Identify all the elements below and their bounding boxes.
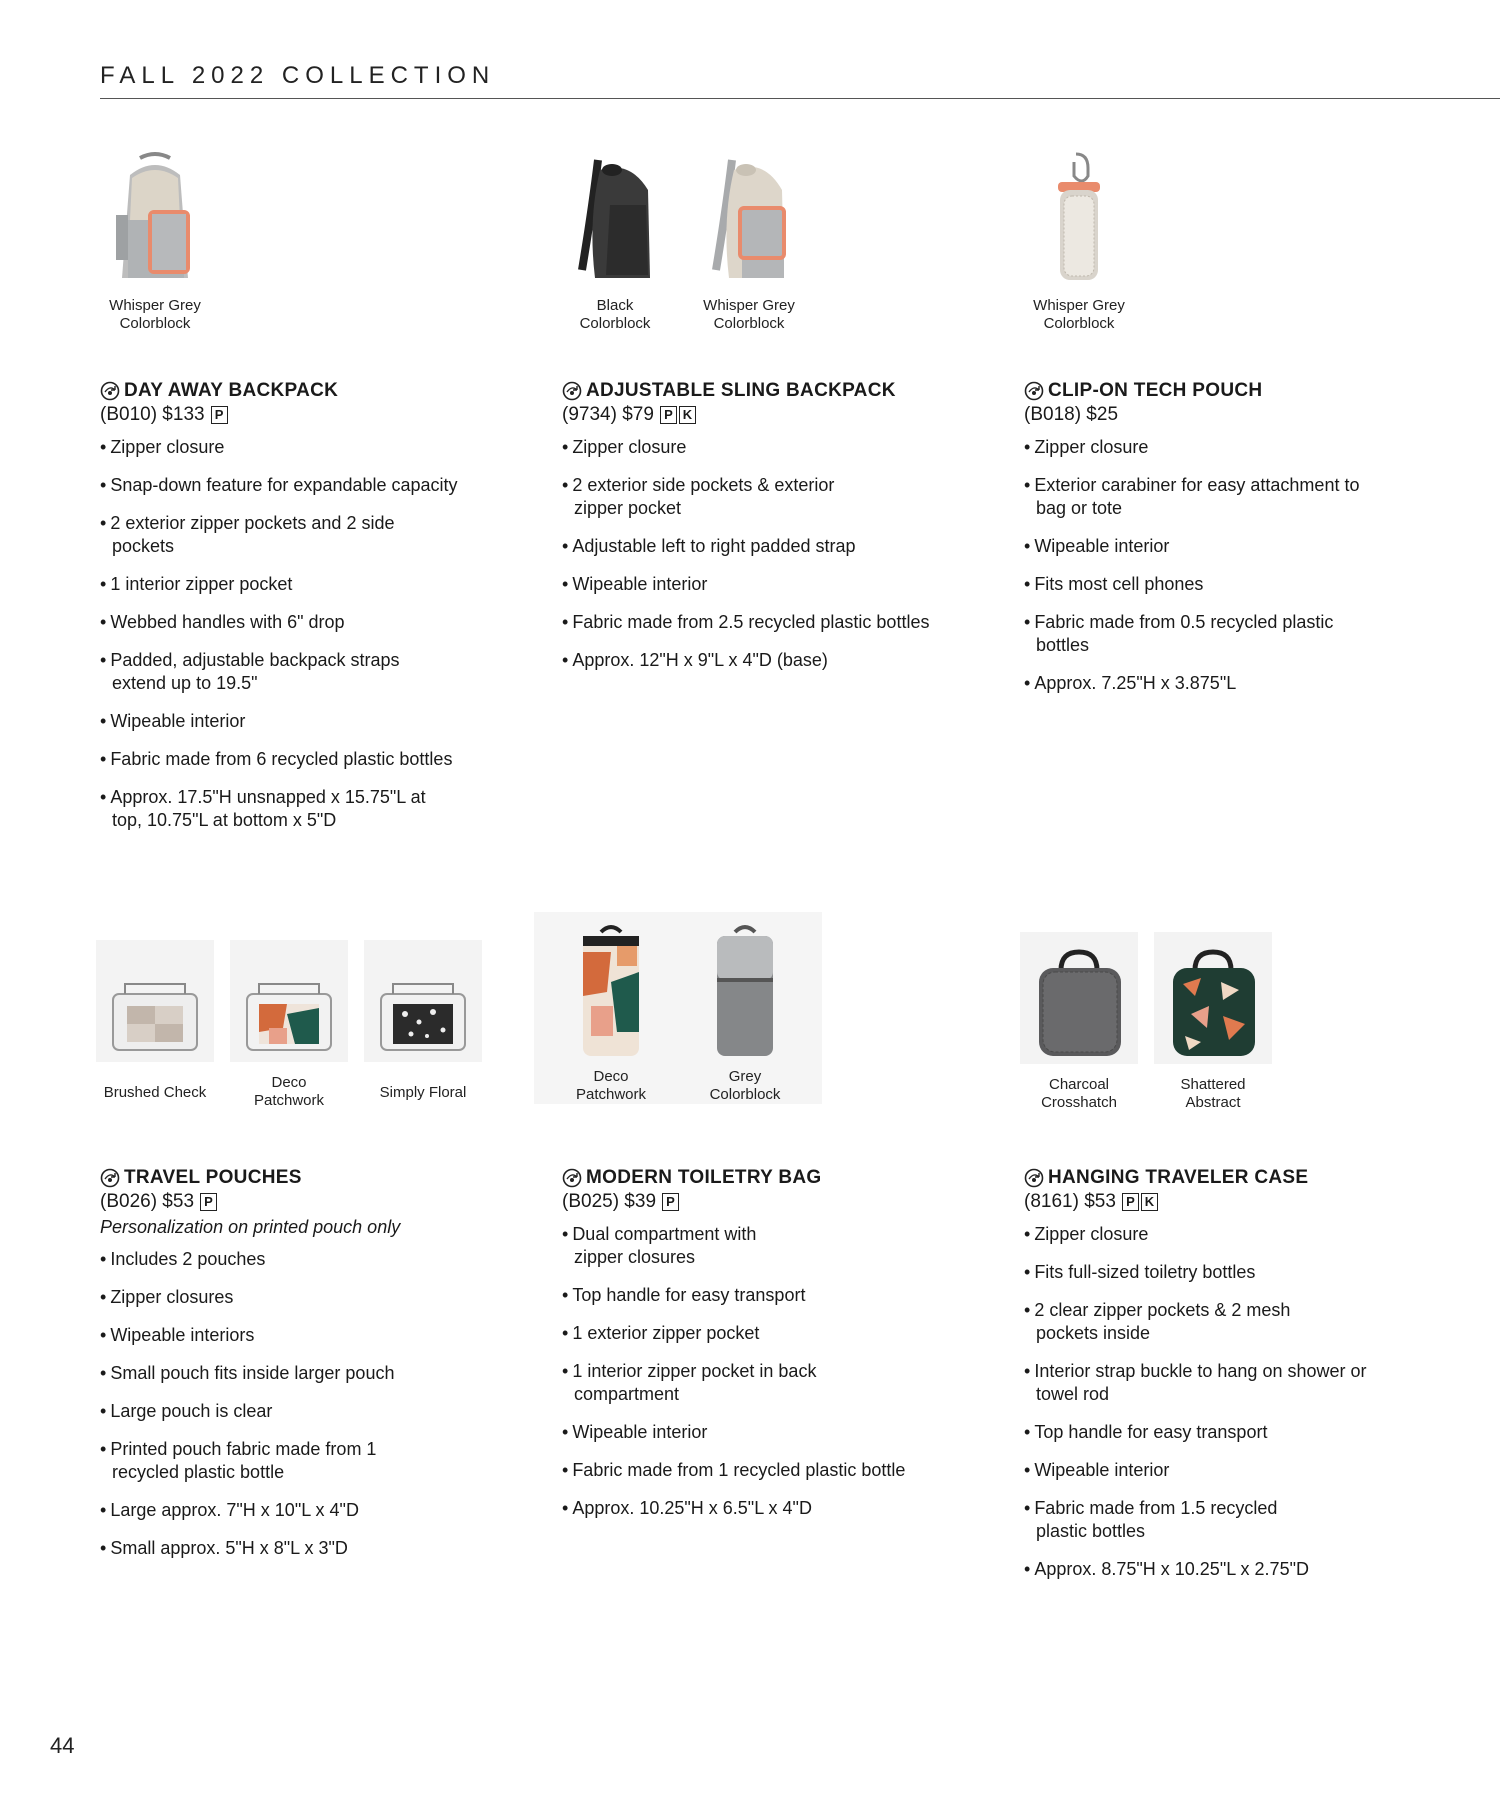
case-shattered-abstract-image	[1154, 932, 1272, 1064]
personalization-badge: P	[200, 1193, 217, 1211]
kit-badge: K	[679, 406, 696, 424]
product-hanging-traveler-case	[1024, 1167, 1444, 1596]
feature-item: • Exterior carabiner for easy attachment to bag or tote	[1024, 474, 1376, 520]
page-number: 44	[50, 1733, 75, 1758]
product-title: HANGING TRAVELER CASE	[1048, 1167, 1309, 1188]
feature-item: • Interior strap buckle to hang on shower or towel rod	[1024, 1360, 1396, 1406]
feature-item: • Approx. 10.25"H x 6.5"L x 4"D	[562, 1497, 982, 1520]
feature-item: • Large pouch is clear	[100, 1400, 520, 1423]
swatch[interactable]	[1012, 932, 1146, 1112]
product-title: DAY AWAY BACKPACK	[124, 380, 339, 401]
product-modern-toiletry-bag	[562, 1167, 982, 1535]
feature-item: • Wipeable interior	[562, 1421, 982, 1444]
feature-item: • Fits full-sized toiletry bottles	[1024, 1261, 1444, 1284]
feature-item: • Fabric made from 2.5 recycled plastic bottles	[562, 611, 982, 634]
personalization-badge: P	[662, 1193, 679, 1211]
feature-list	[100, 436, 520, 832]
feature-list	[1024, 1223, 1444, 1581]
feature-item: • Fits most cell phones	[1024, 573, 1444, 596]
swatches-hanging-traveler-case	[1012, 932, 1280, 1112]
feature-item: • Zipper closure	[1024, 1223, 1444, 1246]
feature-item: • Fabric made from 6 recycled plastic bottles	[100, 748, 520, 771]
kit-badge: K	[1141, 1193, 1158, 1211]
feature-item: • Top handle for easy transport	[562, 1284, 982, 1307]
recycled-logo-icon	[1024, 1168, 1044, 1188]
feature-item: • Zipper closure	[100, 436, 520, 459]
swatch[interactable]	[548, 145, 682, 333]
feature-item: • Dual compartment with zipper closures	[562, 1223, 804, 1269]
sling-whisper-grey-image	[690, 145, 808, 285]
recycled-logo-icon	[100, 1168, 120, 1188]
feature-item: • 1 interior zipper pocket	[100, 573, 520, 596]
feature-item: • Zipper closure	[1024, 436, 1444, 459]
swatch[interactable]	[678, 912, 812, 1104]
feature-item: • Large approx. 7"H x 10"L x 4"D	[100, 1499, 520, 1522]
feature-item: • Printed pouch fabric made from 1 recycled plastic bottle	[100, 1438, 412, 1484]
swatch-label: Charcoal Crosshatch	[1041, 1076, 1117, 1111]
feature-item: • Padded, adjustable backpack straps extend up to 19.5"	[100, 649, 432, 695]
recycled-logo-icon	[562, 381, 582, 401]
feature-item: • Wipeable interior	[1024, 1459, 1444, 1482]
product-sku-price: (B010) $133	[100, 404, 205, 425]
product-sku-price: (8161) $53	[1024, 1191, 1116, 1212]
recycled-logo-icon	[562, 1168, 582, 1188]
feature-item: • Small pouch fits inside larger pouch	[100, 1362, 520, 1385]
swatch-label: Grey Colorblock	[709, 1068, 781, 1103]
toiletry-grey-colorblock-image	[686, 912, 804, 1062]
page-title: FALL 2022 COLLECTION	[100, 62, 496, 89]
feature-item: • 1 interior zipper pocket in back compartment	[562, 1360, 824, 1406]
swatch-label: Shattered Abstract	[1180, 1076, 1246, 1111]
feature-item: • Webbed handles with 6" drop	[100, 611, 520, 634]
product-title: TRAVEL POUCHES	[124, 1167, 302, 1188]
swatches-modern-toiletry-bag	[534, 912, 822, 1104]
feature-item: • Zipper closures	[100, 1286, 520, 1309]
pouch-deco-patchwork-image	[230, 940, 348, 1062]
swatch[interactable]	[88, 940, 222, 1102]
header-divider	[100, 98, 1500, 99]
feature-item: • Fabric made from 0.5 recycled plastic bottles	[1024, 611, 1376, 657]
feature-item: • Wipeable interiors	[100, 1324, 520, 1347]
feature-item: • Wipeable interior	[562, 573, 982, 596]
feature-list	[562, 1223, 982, 1520]
swatch-label: Deco Patchwork	[575, 1068, 647, 1103]
product-sku-price: (B018) $25	[1024, 404, 1119, 425]
recycled-logo-icon	[100, 381, 120, 401]
swatch[interactable]	[88, 145, 222, 333]
feature-item: • 1 exterior zipper pocket	[562, 1322, 982, 1345]
feature-item: • Approx. 8.75"H x 10.25"L x 2.75"D	[1024, 1558, 1444, 1581]
swatch[interactable]	[1146, 932, 1280, 1112]
swatch-label: Black Colorblock	[579, 297, 651, 332]
feature-item: • Approx. 7.25"H x 3.875"L	[1024, 672, 1444, 695]
feature-item: • Top handle for easy transport	[1024, 1421, 1444, 1444]
swatch[interactable]	[682, 145, 816, 333]
swatches-day-away-backpack	[88, 145, 222, 333]
feature-item: • Fabric made from 1.5 recycled plastic bottles	[1024, 1497, 1326, 1543]
feature-item: • 2 exterior zipper pockets and 2 side pockets	[100, 512, 402, 558]
feature-item: • Adjustable left to right padded strap	[562, 535, 982, 558]
swatch-label: Simply Floral	[379, 1084, 467, 1101]
personalization-badge: P	[211, 406, 228, 424]
swatch-label: Whisper Grey Colorblock	[703, 297, 795, 332]
personalization-badge: P	[660, 406, 677, 424]
product-sku-price: (B026) $53	[100, 1191, 195, 1212]
product-sku-price: (9734) $79	[562, 404, 654, 425]
feature-item: • 2 exterior side pockets & exterior zipper pocket	[562, 474, 874, 520]
personalization-note: Personalization on printed pouch only	[100, 1217, 401, 1237]
swatch-label: Brushed Check	[103, 1084, 207, 1101]
swatches-clip-on-tech-pouch	[1012, 145, 1146, 333]
case-charcoal-crosshatch-image	[1020, 932, 1138, 1064]
feature-item: • Wipeable interior	[100, 710, 520, 733]
product-sku-price: (B025) $39	[562, 1191, 657, 1212]
swatch-label: Whisper Grey Colorblock	[109, 297, 201, 332]
feature-list	[562, 436, 982, 672]
product-title: MODERN TOILETRY BAG	[586, 1167, 822, 1188]
feature-item: • Approx. 17.5"H unsnapped x 15.75"L at top, 10.75"L at bottom x 5"D	[100, 786, 452, 832]
product-title: ADJUSTABLE SLING BACKPACK	[586, 380, 896, 401]
tech-pouch-image	[1020, 145, 1138, 285]
feature-item: • Snap-down feature for expandable capacity	[100, 474, 520, 497]
feature-item: • Approx. 12"H x 9"L x 4"D (base)	[562, 649, 982, 672]
swatch[interactable]	[222, 940, 356, 1110]
personalization-badge: P	[1122, 1193, 1139, 1211]
product-title: CLIP-ON TECH POUCH	[1048, 380, 1263, 401]
feature-item: • Zipper closure	[562, 436, 982, 459]
product-travel-pouches	[100, 1167, 520, 1575]
swatches-travel-pouches	[88, 940, 490, 1110]
sling-black-image	[556, 145, 674, 285]
toiletry-deco-patchwork-image	[552, 912, 670, 1062]
product-day-away-backpack	[100, 380, 520, 847]
product-clip-on-tech-pouch	[1024, 380, 1444, 710]
feature-list	[100, 1248, 520, 1560]
swatches-adjustable-sling-backpack	[548, 145, 816, 333]
feature-item: • 2 clear zipper pockets & 2 mesh pockets inside	[1024, 1299, 1336, 1345]
swatch-label: Deco Patchwork	[253, 1074, 325, 1109]
pouch-brushed-check-image	[96, 940, 214, 1062]
recycled-logo-icon	[1024, 381, 1044, 401]
feature-item: • Includes 2 pouches	[100, 1248, 520, 1271]
swatch-label: Whisper Grey Colorblock	[1033, 297, 1125, 332]
swatch[interactable]	[1012, 145, 1146, 333]
swatch[interactable]	[356, 940, 490, 1102]
backpack-whisper-grey-image	[96, 145, 214, 285]
feature-item: • Fabric made from 1 recycled plastic bottle	[562, 1459, 982, 1482]
feature-item: • Wipeable interior	[1024, 535, 1444, 558]
swatch[interactable]	[544, 912, 678, 1104]
feature-list	[1024, 436, 1444, 695]
pouch-simply-floral-image	[364, 940, 482, 1062]
feature-item: • Small approx. 5"H x 8"L x 3"D	[100, 1537, 520, 1560]
product-adjustable-sling-backpack	[562, 380, 982, 687]
